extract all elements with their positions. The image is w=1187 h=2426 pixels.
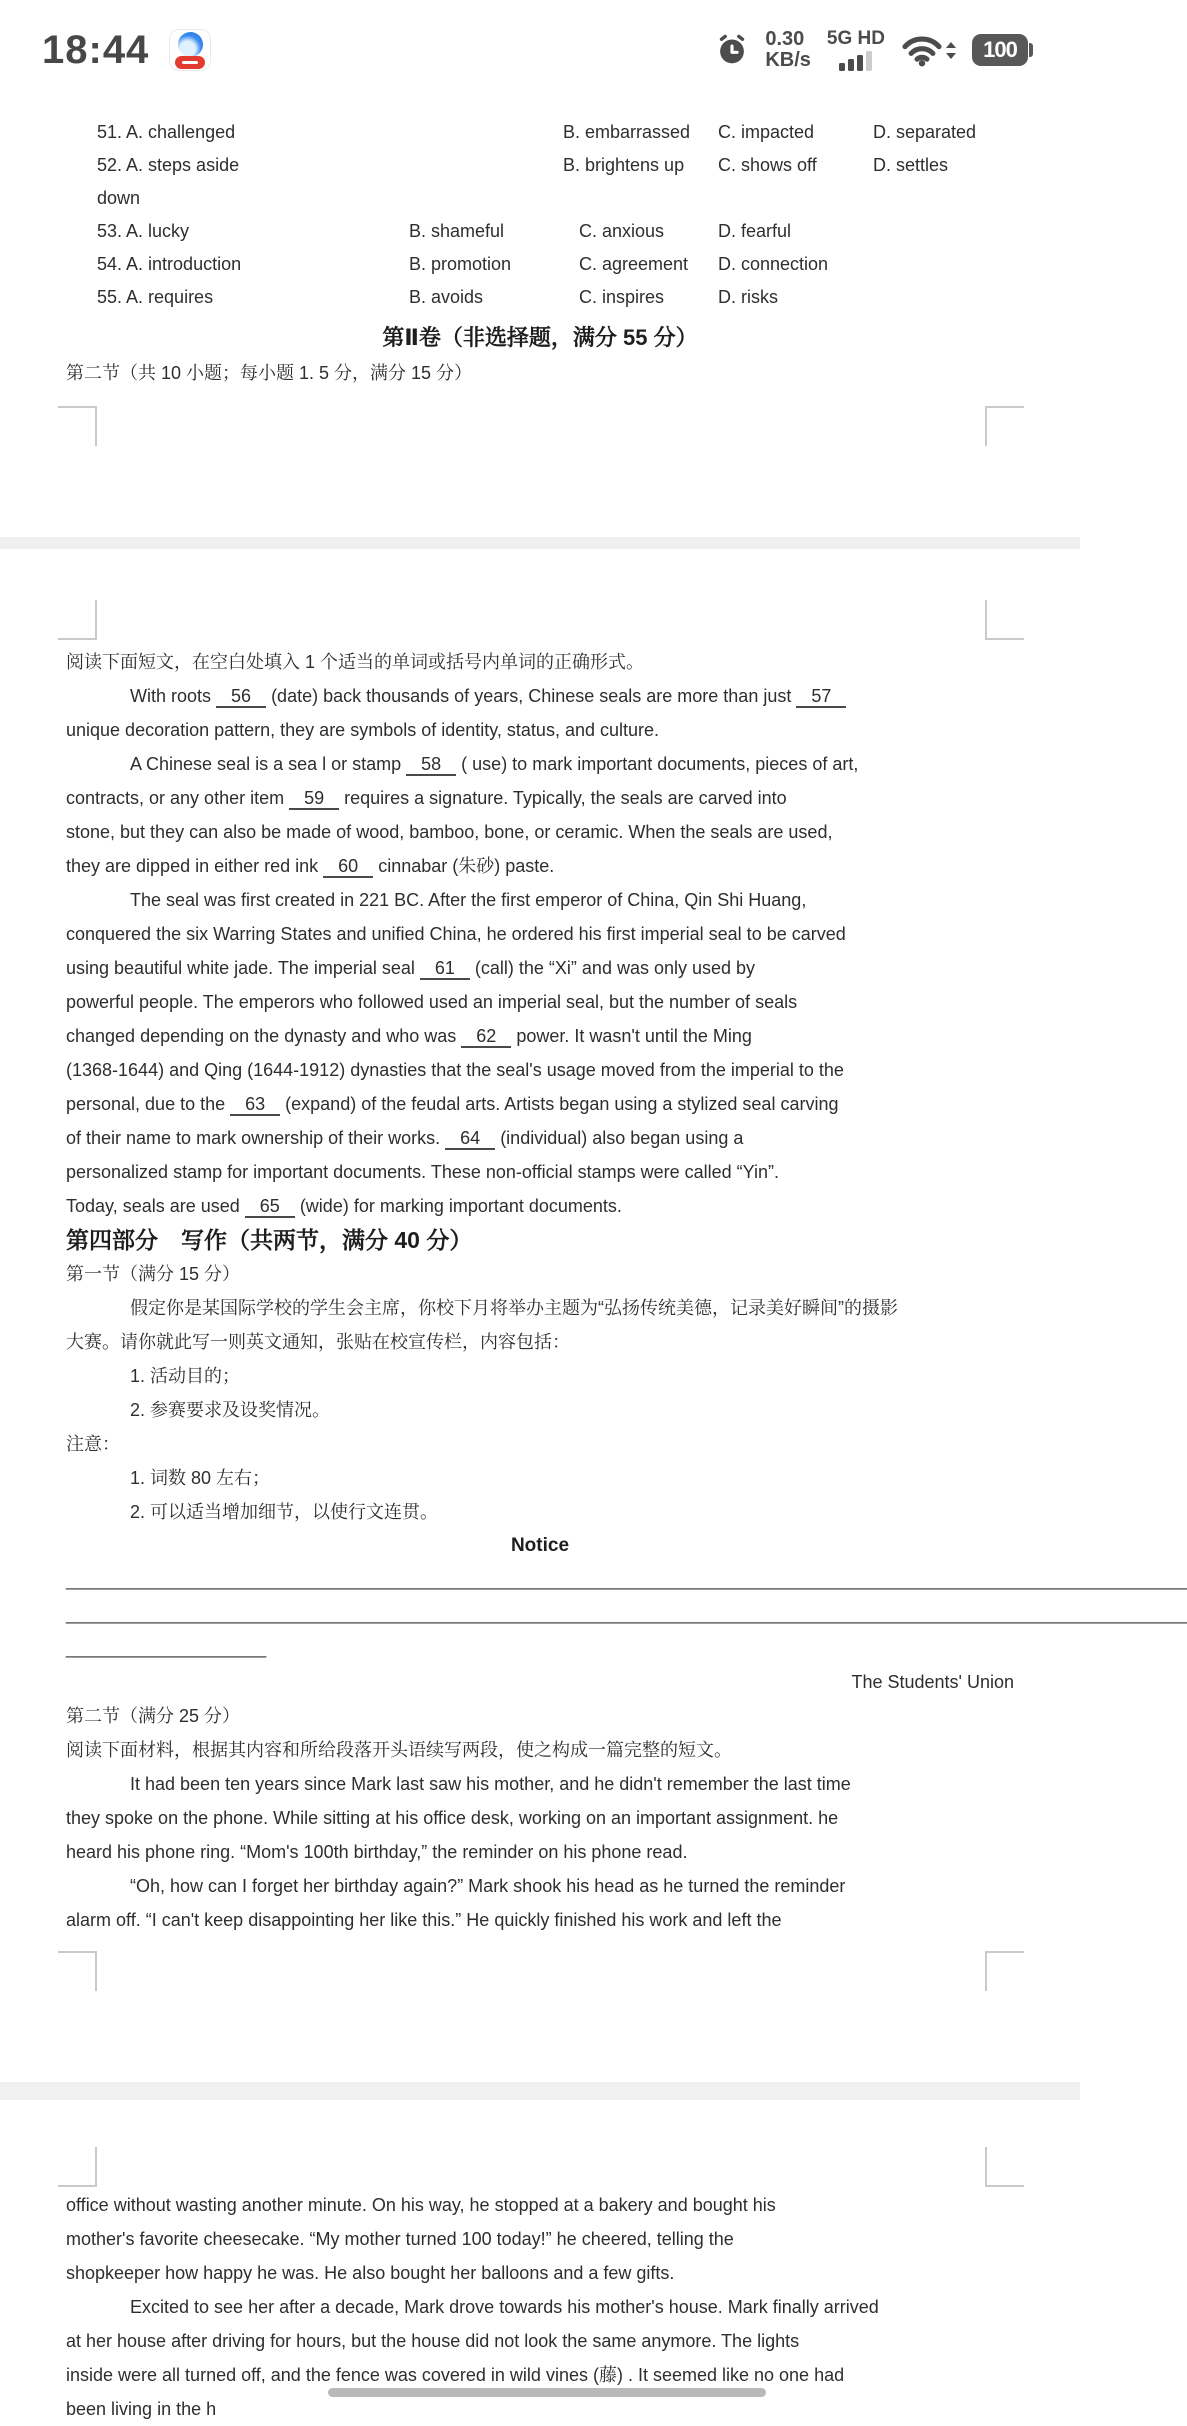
document-page-1 bbox=[0, 100, 1080, 537]
doc-line: 注意： bbox=[66, 1434, 120, 1454]
page-corner-mark bbox=[985, 2147, 1024, 2187]
page-separator bbox=[0, 537, 1080, 549]
network-speed-value: 0.30 bbox=[765, 28, 805, 50]
status-bar bbox=[0, 0, 1080, 100]
page-corner-mark bbox=[58, 600, 97, 640]
network-speed bbox=[765, 29, 811, 71]
choice-option-b: B. shameful bbox=[409, 221, 505, 241]
page-corner-mark bbox=[58, 2147, 97, 2187]
doc-line: 2. 参赛要求及设奖情况。 bbox=[130, 1400, 331, 1420]
wifi-icon bbox=[901, 33, 943, 67]
doc-line: With roots 56 (date) back thousands of years, Chinese seals are more than just 57 bbox=[0, 679, 1080, 713]
doc-line: A Chinese seal is a sea l or stamp 58 ( use) to mark important documents, pieces of art, bbox=[130, 754, 859, 774]
doc-line: ________________________________________________________________________________________________________________ bbox=[66, 1604, 1187, 1624]
doc-line: 第一节（满分 15 分） bbox=[66, 1264, 241, 1284]
gap-fill-blank: 62 bbox=[461, 1026, 511, 1048]
doc-line: 第二节（满分 25 分） bbox=[66, 1706, 241, 1726]
wifi-indicator bbox=[901, 33, 956, 67]
doc-line: been living in the h bbox=[66, 2399, 217, 2419]
doc-line: office without wasting another minute. On his way, he stopped at a bakery and bought his bbox=[66, 2195, 776, 2215]
gap-fill-blank: 60 bbox=[323, 856, 373, 878]
choice-option-b: B. embarrassed bbox=[563, 122, 691, 142]
choice-option-b: B. avoids bbox=[409, 287, 484, 307]
document-page-2 bbox=[0, 549, 1187, 2082]
choice-option-b: B. brightens up bbox=[563, 155, 685, 175]
choice-option-d: D. separated bbox=[873, 122, 977, 142]
choice-row bbox=[0, 182, 1080, 215]
doc-line: at her house after driving for hours, but the house did not look the same anymore. The lights bbox=[66, 2331, 800, 2351]
choice-option-a: 51. A. challenged bbox=[97, 122, 236, 142]
status-bar-left bbox=[42, 28, 211, 73]
app-notification-icon bbox=[169, 29, 211, 71]
doc-line: Today, seals are used 65 (wide) for marking important documents. bbox=[66, 1196, 622, 1216]
data-traffic-arrows-icon bbox=[946, 42, 956, 59]
choice-option-a: 55. A. requires bbox=[97, 287, 214, 307]
doc-line: heard his phone ring. “Mom's 100th birthday,” the reminder on his phone read. bbox=[66, 1842, 688, 1862]
doc-line: of their name to mark ownership of their works. 64 (individual) also began using a bbox=[66, 1128, 744, 1148]
choice-row bbox=[0, 149, 1080, 182]
battery-indicator bbox=[972, 34, 1028, 66]
choice-option-a: 54. A. introduction bbox=[97, 254, 242, 274]
page-corner-mark bbox=[58, 406, 97, 446]
page-corner-mark bbox=[985, 406, 1024, 446]
document-page-3 bbox=[0, 2100, 1080, 2419]
cellular-indicator bbox=[827, 29, 885, 71]
choice-option-c: C. impacted bbox=[718, 122, 815, 142]
gap-fill-blank: 64 bbox=[445, 1128, 495, 1150]
choice-option-a: down bbox=[97, 188, 141, 208]
doc-line: It had been ten years since Mark last saw his mother, and he didn't remember the last time bbox=[130, 1774, 851, 1794]
doc-line: 假定你是某国际学校的学生会主席，你校下月将举办主题为“弘扬传统美德，记录美好瞬间”的摄影 bbox=[130, 1298, 898, 1318]
doc-line: 1. 词数 80 左右； bbox=[130, 1468, 271, 1488]
doc-line: “Oh, how can I forget her birthday again?” Mark shook his head as he turned the reminder bbox=[130, 1876, 846, 1896]
choice-row bbox=[0, 281, 1080, 314]
choice-option-d: D. fearful bbox=[718, 221, 792, 241]
doc-line: 第四部分 写作（共两节，满分 40 分） bbox=[66, 1227, 473, 1253]
gap-fill-blank: 56 bbox=[216, 686, 266, 708]
choice-option-d: D. risks bbox=[718, 287, 778, 307]
doc-line: 2. 可以适当增加细节，以使行文连贯。 bbox=[130, 1502, 439, 1522]
gap-fill-blank: 61 bbox=[420, 958, 470, 980]
gap-fill-blank: 59 bbox=[289, 788, 339, 810]
battery-nub bbox=[1029, 43, 1033, 57]
gap-fill-blank: 63 bbox=[230, 1094, 280, 1116]
network-speed-unit: KB/s bbox=[765, 49, 811, 71]
doc-line: shopkeeper how happy he was. He also bought her balloons and a few gifts. bbox=[66, 2263, 675, 2283]
doc-line: ____________________ bbox=[66, 1638, 267, 1658]
doc-line: personal, due to the 63 (expand) of the feudal arts. Artists began using a stylized seal carving bbox=[66, 1094, 839, 1114]
doc-line: conquered the six Warring States and unified China, he ordered his first imperial seal to be carved bbox=[66, 924, 846, 944]
choice-option-b: B. promotion bbox=[409, 254, 512, 274]
page-separator bbox=[0, 2082, 1080, 2100]
doc-line: The Students' Union bbox=[851, 1672, 1014, 1692]
choice-option-c bbox=[718, 182, 873, 215]
doc-line: alarm off. “I can't keep disappointing her like this.” He quickly finished his work and left the bbox=[66, 1910, 782, 1930]
choice-option-a: 52. A. steps aside bbox=[97, 155, 240, 175]
document-scroll-area[interactable] bbox=[0, 100, 1187, 2419]
doc-line: personalized stamp for important documents. These non-official stamps were called “Yin”. bbox=[66, 1162, 780, 1182]
gap-fill-blank: 65 bbox=[245, 1196, 295, 1218]
doc-line: stone, but they can also be made of wood, bamboo, bone, or ceramic. When the seals are used, bbox=[66, 822, 833, 842]
choice-options-block bbox=[0, 116, 1080, 314]
choice-option-a: 53. A. lucky bbox=[97, 221, 190, 241]
choice-row bbox=[0, 116, 1080, 149]
globe-icon bbox=[178, 32, 203, 57]
doc-line: contracts, or any other item 59 requires a signature. Typically, the seals are carved into bbox=[66, 788, 787, 808]
doc-line: 阅读下面材料，根据其内容和所给段落开头语续写两段，使之构成一篇完整的短文。 bbox=[66, 1740, 732, 1760]
doc-line: 阅读下面短文，在空白处填入 1 个适当的单词或括号内单词的正确形式。 bbox=[66, 652, 645, 672]
choice-option-b bbox=[563, 182, 718, 215]
choice-option-c: C. agreement bbox=[579, 254, 689, 274]
volume-header: 第Ⅱ卷（非选择题，满分 55 分） bbox=[382, 325, 698, 350]
doc-line: (1368-1644) and Qing (1644-1912) dynasties that the seal's usage moved from the imperial to the bbox=[66, 1060, 844, 1080]
doc-line: powerful people. The emperors who followed used an imperial seal, but the number of seals bbox=[66, 992, 798, 1012]
status-bar-right bbox=[715, 29, 1028, 71]
doc-line: ________________________________________________________________________________________________________________ bbox=[66, 1570, 1187, 1590]
doc-line: unique decoration pattern, they are symbols of identity, status, and culture. bbox=[66, 720, 660, 740]
doc-line: Excited to see her after a decade, Mark drove towards his mother's house. Mark finally arrived bbox=[130, 2297, 879, 2317]
alarm-clock-icon bbox=[715, 33, 749, 67]
doc-line: inside were all turned off, and the fence was covered in wild vines (藤) . It seemed like no one had bbox=[66, 2365, 845, 2385]
gap-fill-blank: 58 bbox=[406, 754, 456, 776]
doc-line: mother's favorite cheesecake. “My mother turned 100 today!” he cheered, telling the bbox=[66, 2229, 734, 2249]
choice-row bbox=[0, 248, 1080, 281]
choice-option-c: C. anxious bbox=[579, 221, 665, 241]
choice-option-c: C. inspires bbox=[579, 287, 665, 307]
doc-line: Notice bbox=[510, 1535, 570, 1556]
network-type-label: 5G HD bbox=[826, 28, 885, 49]
choice-option-c: C. shows off bbox=[718, 155, 817, 175]
app-badge bbox=[175, 56, 205, 69]
page-corner-mark bbox=[58, 1951, 97, 1991]
battery-level: 100 bbox=[983, 37, 1017, 62]
doc-line: they are dipped in either red ink 60 cinnabar (朱砂) paste. bbox=[66, 856, 555, 876]
doc-line: they spoke on the phone. While sitting at his office desk, working on an important assignment. he bbox=[66, 1808, 839, 1828]
doc-line: 1. 活动目的； bbox=[130, 1366, 241, 1386]
page2-text-block bbox=[0, 645, 1187, 1937]
page-corner-mark bbox=[985, 600, 1024, 640]
doc-line: The seal was first created in 221 BC. After the first emperor of China, Qin Shi Huang, bbox=[130, 890, 807, 910]
signal-bars-icon bbox=[839, 51, 872, 71]
choice-option-d: D. settles bbox=[873, 155, 949, 175]
choice-option-d: D. connection bbox=[718, 254, 829, 274]
doc-line: using beautiful white jade. The imperial seal 61 (call) the “Xi” and was only used by bbox=[66, 958, 756, 978]
gap-fill-blank: 57 bbox=[796, 686, 846, 708]
clock-time: 18:44 bbox=[42, 27, 150, 72]
doc-line: changed depending on the dynasty and who was 62 power. It wasn't until the Ming bbox=[66, 1026, 752, 1046]
choice-option-d bbox=[873, 182, 1050, 215]
gesture-navigation-pill[interactable] bbox=[328, 2388, 766, 2397]
doc-line: 大赛。请你就此写一则英文通知，张贴在校宣传栏，内容包括： bbox=[66, 1332, 570, 1352]
section-header: 第二节（共 10 小题；每小题 1. 5 分，满分 15 分） bbox=[66, 363, 473, 383]
page-corner-mark bbox=[985, 1951, 1024, 1991]
choice-row bbox=[0, 215, 1080, 248]
